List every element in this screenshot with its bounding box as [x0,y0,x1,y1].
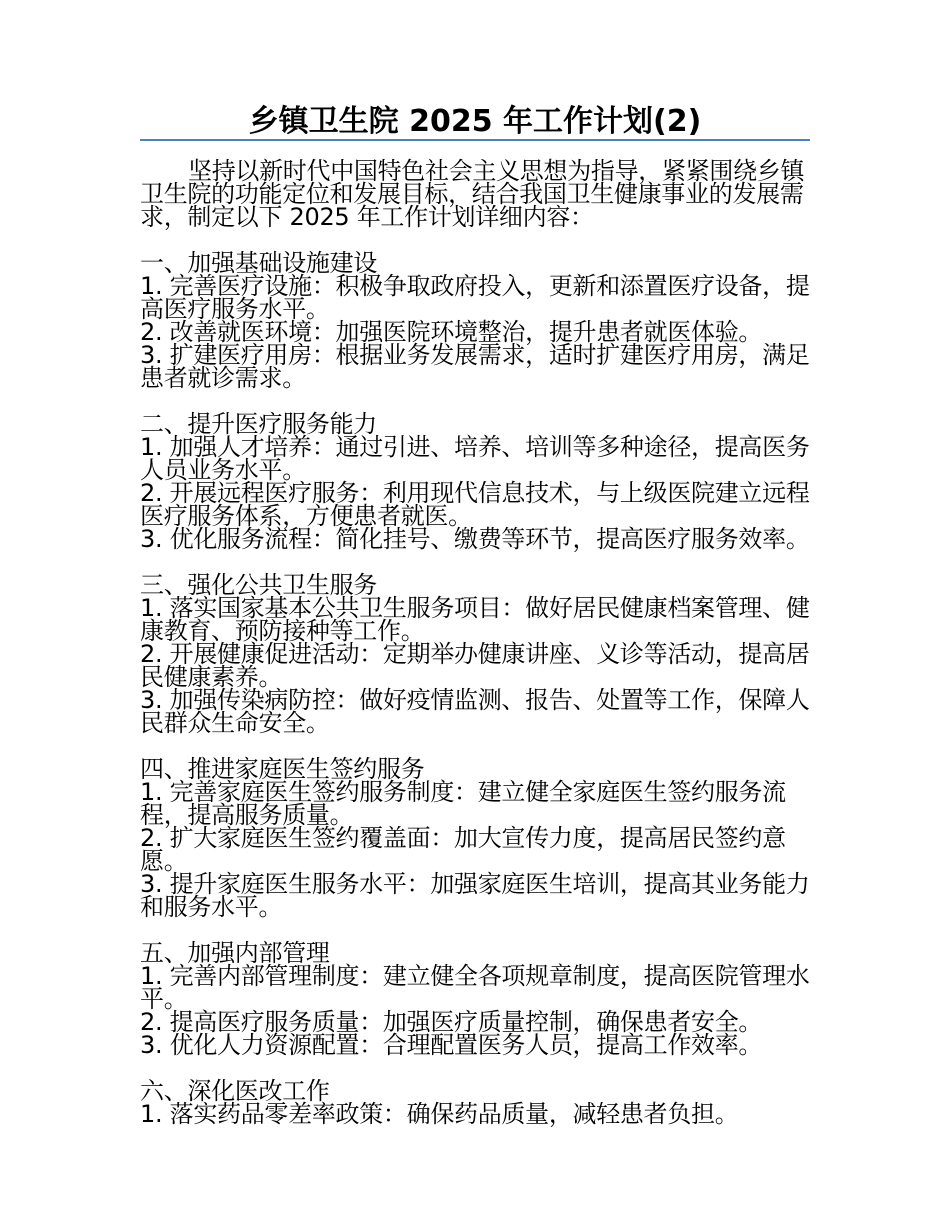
section-2 [140,410,810,553]
title-underline [140,139,810,141]
section-heading: 一、加强基础设施建设 [140,249,377,277]
section-item: 3. 优化服务流程：简化挂号、缴费等环节，提高医疗服务效率。 [140,525,810,553]
section-item: 2. 提高医疗服务质量：加强医疗质量控制，确保患者安全。 [140,1008,763,1036]
document-body [140,157,810,1128]
section-item: 1. 落实药品零差率政策：确保药品质量，减轻患者负担。 [140,1100,739,1128]
section-heading: 四、推进家庭医生签约服务 [140,755,425,783]
section-item: 1. 完善家庭医生签约服务制度：建立健全家庭医生签约服务流程，提高服务质量。 [140,778,786,829]
section-item: 2. 开展远程医疗服务：利用现代信息技术，与上级医院建立远程医疗服务体系，方便患者就医。 [140,479,810,530]
section-heading: 三、强化公共卫生服务 [140,571,377,599]
section-6 [140,1077,810,1128]
section-item: 1. 完善医疗设施：积极争取政府投入，更新和添置医疗设备，提高医疗服务水平。 [140,272,810,323]
section-item: 3. 扩建医疗用房：根据业务发展需求，适时扩建医疗用房，满足患者就诊需求。 [140,341,810,392]
intro-paragraph: 坚持以新时代中国特色社会主义思想为指导，紧紧围绕乡镇卫生院的功能定位和发展目标，结合我国卫生健康事业的发展需求，制定以下 2025 年工作计划详细内容： [140,157,805,231]
section-5 [140,939,810,1059]
section-item: 2. 扩大家庭医生签约覆盖面：加大宣传力度，提高居民签约意愿。 [140,824,786,875]
section-heading: 五、加强内部管理 [140,939,330,967]
section-item: 2. 开展健康促进活动：定期举办健康讲座、义诊等活动，提高居民健康素养。 [140,640,810,691]
section-item: 3. 提升家庭医生服务水平：加强家庭医生培训，提高其业务能力和服务水平。 [140,870,810,921]
section-3 [140,571,810,737]
document-title: 乡镇卫生院 2025 年工作计划(2) [248,104,702,139]
section-item: 2. 改善就医环境：加强医院环境整治，提升患者就医体验。 [140,318,763,346]
section-item: 1. 落实国家基本公共卫生服务项目：做好居民健康档案管理、健康教育、预防接种等工作。 [140,594,810,645]
section-4 [140,755,810,921]
section-1 [140,249,810,392]
section-item: 3. 加强传染病防控：做好疫情监测、报告、处置等工作，保障人民群众生命安全。 [140,686,810,737]
section-item: 1. 完善内部管理制度：建立健全各项规章制度，提高医院管理水平。 [140,962,810,1013]
section-heading: 二、提升医疗服务能力 [140,410,377,438]
section-item: 1. 加强人才培养：通过引进、培养、培训等多种途径，提高医务人员业务水平。 [140,433,810,484]
section-item: 3. 优化人力资源配置：合理配置医务人员，提高工作效率。 [140,1031,763,1059]
section-heading: 六、深化医改工作 [140,1077,330,1105]
